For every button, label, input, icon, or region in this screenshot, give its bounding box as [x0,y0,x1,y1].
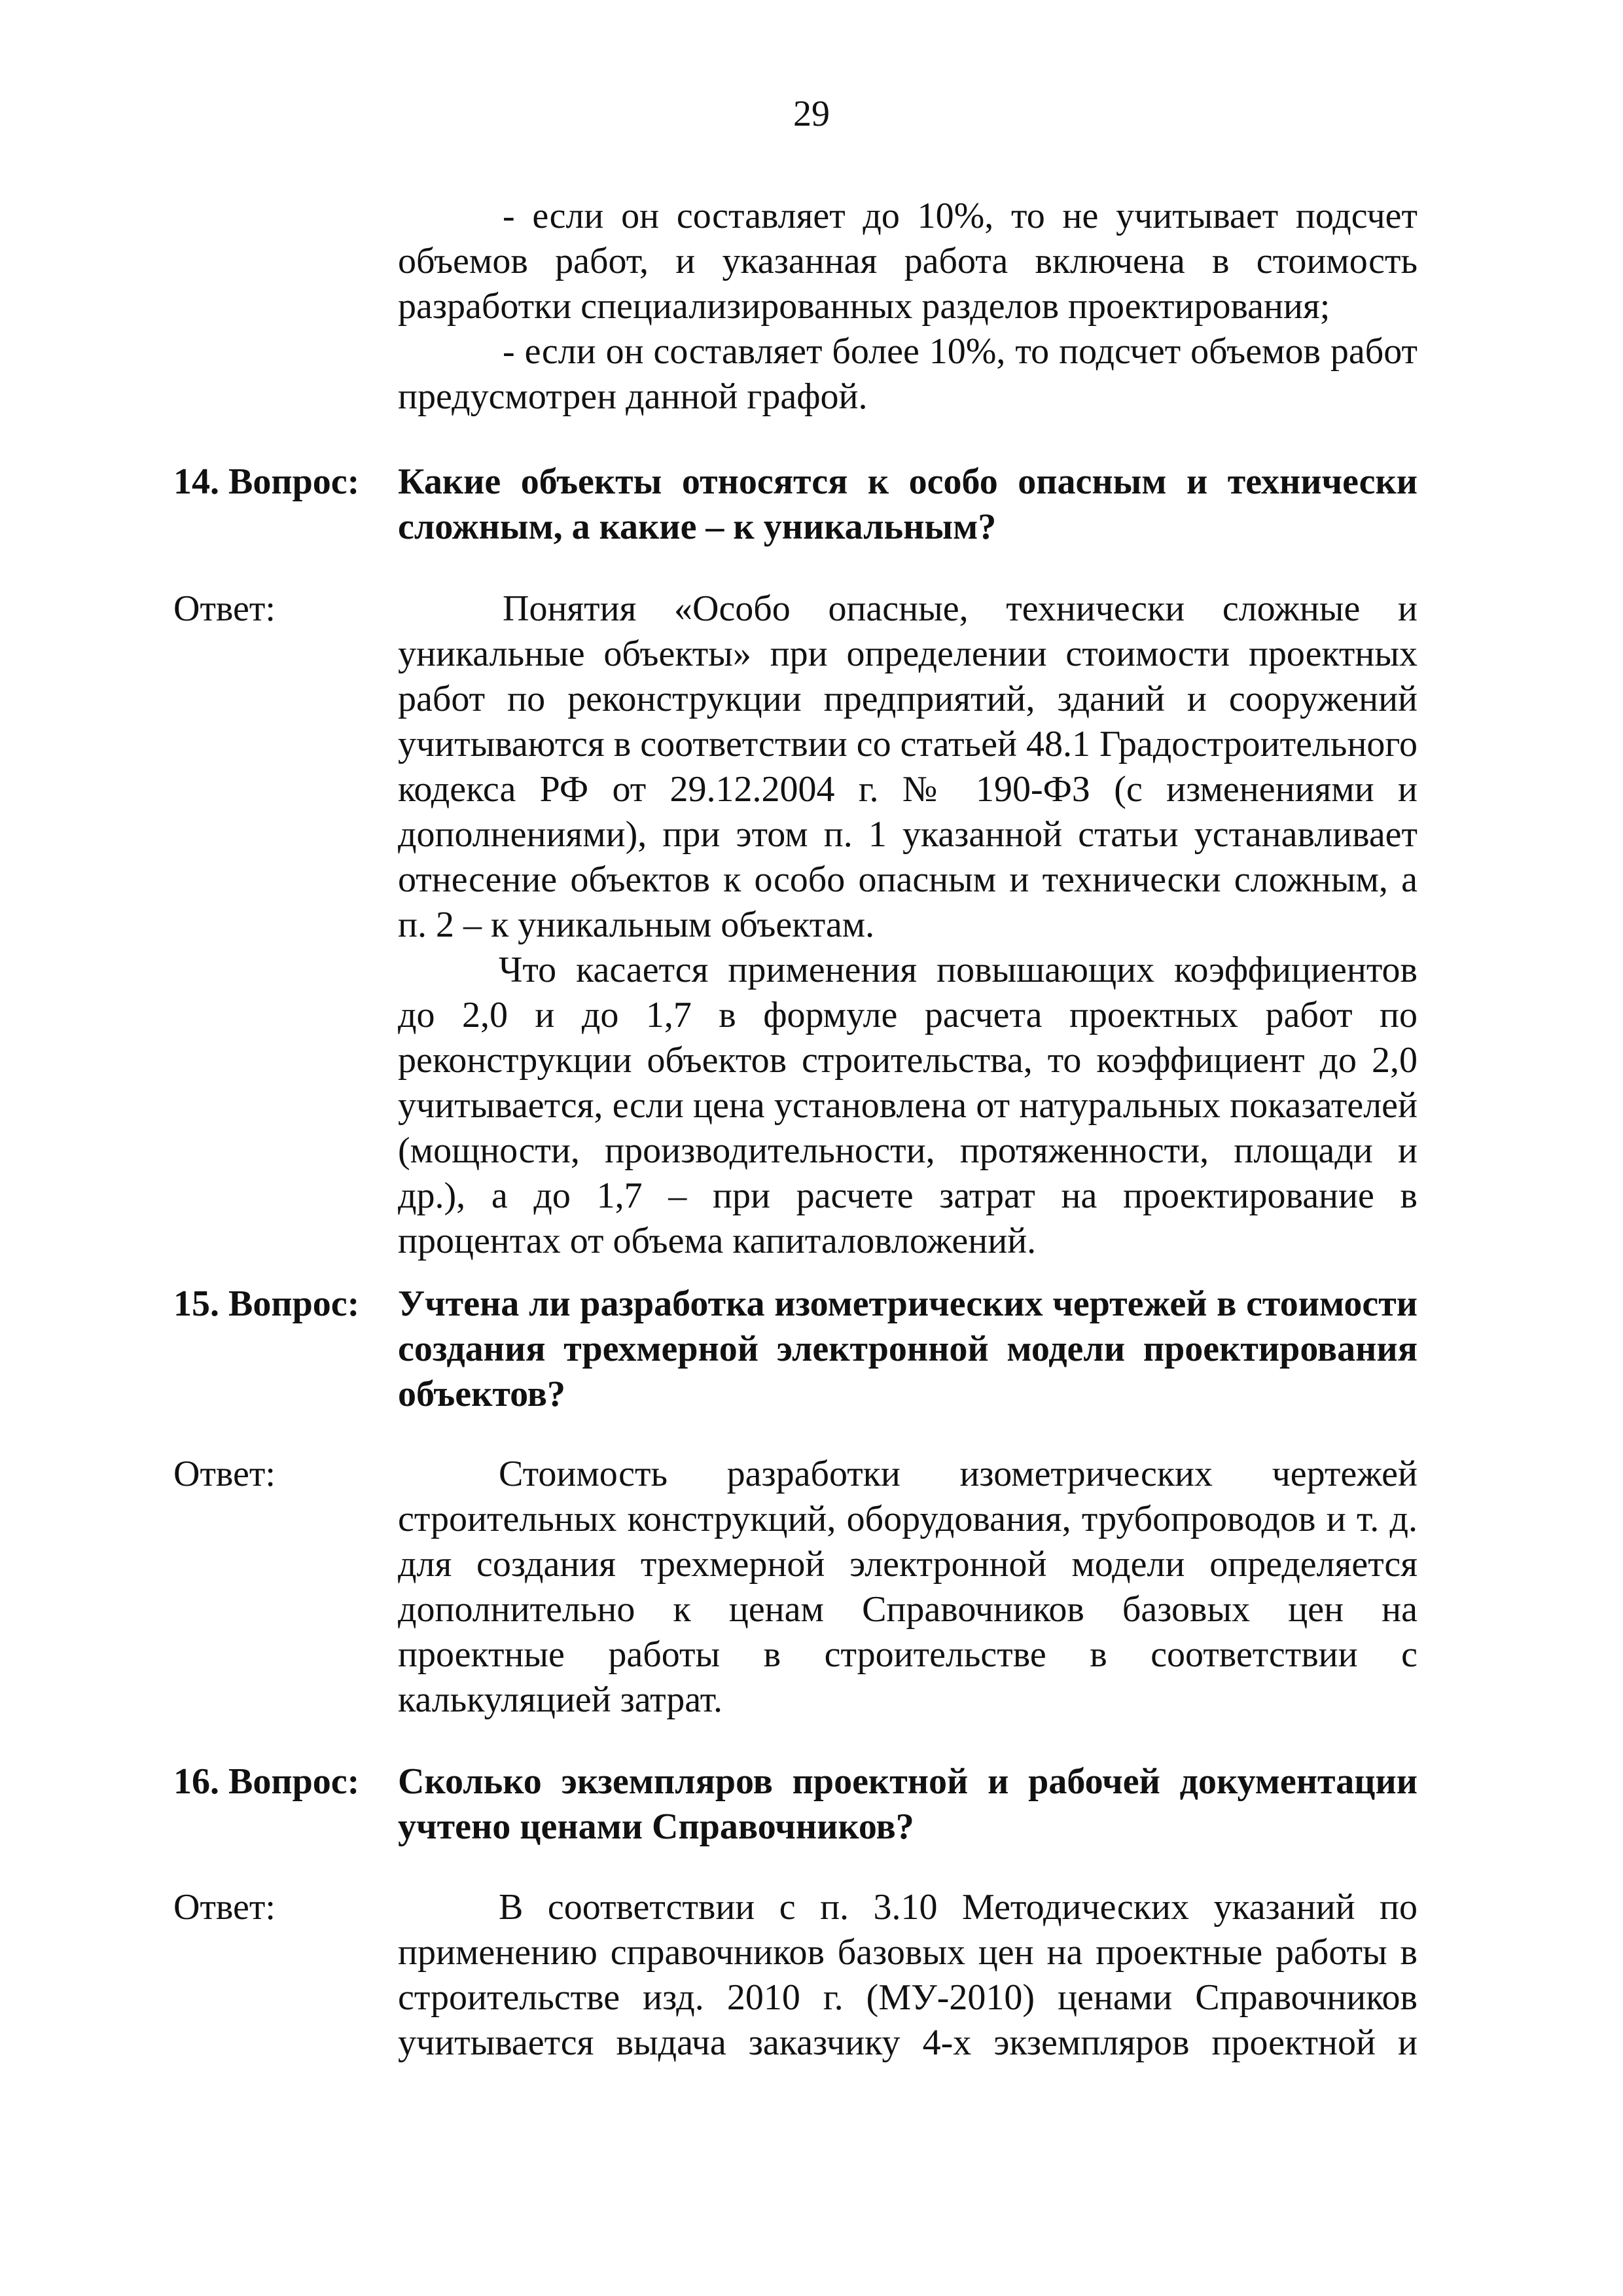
intro-paragraph-1: - если он составляет до 10%, то не учитывает подсчет объемов работ, и указанная работа включена в стоимость разработки специализированных разделов проектирования; [398,196,1418,327]
page-number: 29 [793,94,830,134]
question-text-15: Учтена ли разработка изометрических чертежей в стоимости создания трехмерной электронной модели проектирования объектов? [398,1283,1418,1414]
question-label-15: 15. Вопрос: [173,1283,360,1324]
answer-label-14: Ответ: [173,588,276,629]
answer-14 [398,586,1418,1264]
answer-15-paragraph-1: Стоимость разработки изометрических чертежей строительных конструкций, оборудования, трубопроводов и т. д. для создания трехмерной электронной модели определяется дополнительно к ценам Справочников базовых цен на проектные работы в строительстве в соответствии с калькуляцией затрат. [398,1454,1418,1720]
answer-16 [398,1885,1418,2066]
answer-label-16: Ответ: [173,1887,276,1928]
answer-14-paragraph-2: Что касается применения повышающих коэффициентов до 2,0 и до 1,7 в формуле расчета проектных работ по реконструкции объектов строительства, то коэффициент до 2,0 учитывается, если цена установлена от натуральных показателей (мощности, производительности, протяженности, площади и др.), а до 1,7 – при расчете затрат на проектирование в процентах от объема капиталовложений. [398,950,1418,1261]
answer-14-paragraph-1: Понятия «Особо опасные, технически сложные и уникальные объекты» при определении стоимости проектных работ по реконструкции предприятий, зданий и сооружений учитываются в соответствии со статьей 48.1 Градостроительного кодекса РФ от 29.12.2004 г. № 190-ФЗ (с изменениями и дополнениями), при этом п. 1 указанной статьи устанавливает отнесение объектов к особо опасным и технически сложным, а п. 2 – к уникальным объектам. [398,588,1418,945]
question-text-16: Сколько экземпляров проектной и рабочей документации учтено ценами Справочников? [398,1761,1418,1847]
answer-16-paragraph-1: В соответствии с п. 3.10 Методических указаний по применению справочников базовых цен на проектные работы в строительстве изд. 2010 г. (МУ-2010) ценами Справочников учитывается выдача заказчику 4-х экземпляров проектной и [398,1887,1418,2063]
question-label-16: 16. Вопрос: [173,1761,360,1802]
intro-section [398,194,1418,420]
intro-paragraph-2: - если он составляет более 10%, то подсчет объемов работ предусмотрен данной графой. [398,331,1418,417]
answer-label-15: Ответ: [173,1454,276,1494]
question-text-14: Какие объекты относятся к особо опасным и технически сложным, а какие – к уникальным? [398,461,1418,547]
answer-15 [398,1452,1418,1723]
question-label-14: 14. Вопрос: [173,461,360,502]
